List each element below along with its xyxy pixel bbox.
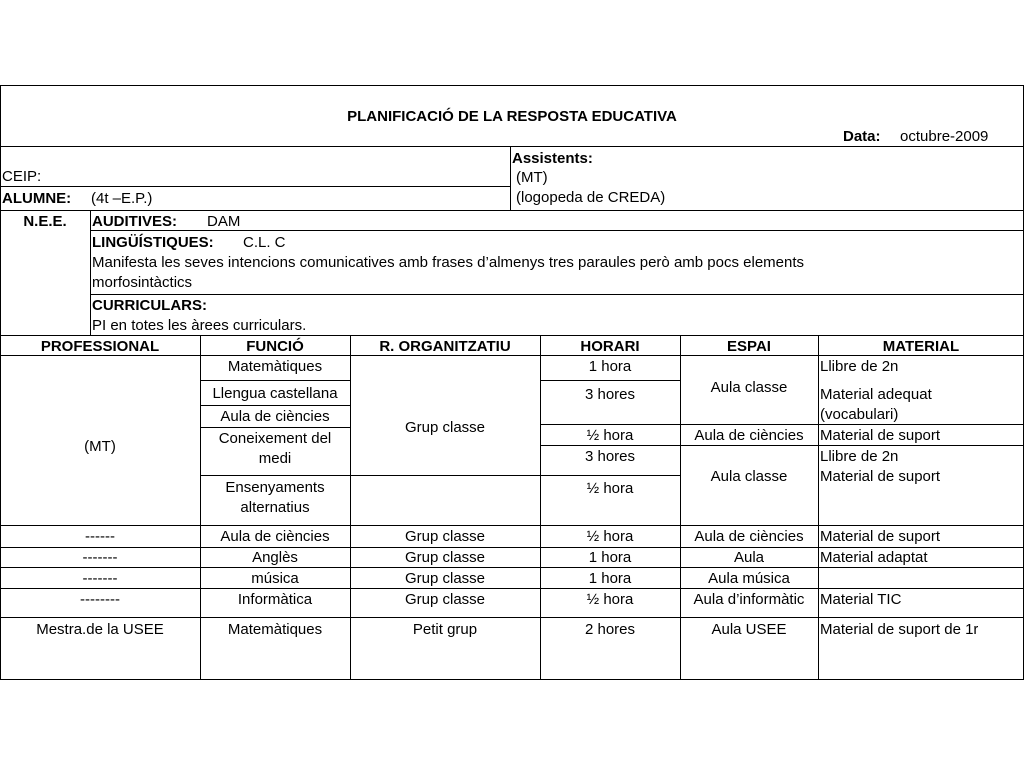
espai-cell: Aula classe (710, 379, 788, 396)
professional-cell: ------- (82, 549, 118, 566)
auditives-label: AUDITIVES: (92, 213, 178, 230)
organitzatiu-cell: Grup classe (404, 591, 486, 608)
document-title: PLANIFICACIÓ DE LA RESPOSTA EDUCATIVA (347, 108, 677, 125)
organitzatiu-cell: Grup classe (404, 549, 486, 566)
material-cell: Material de suport (820, 528, 941, 545)
auditives-value: DAM (207, 213, 241, 230)
organitzatiu-cell: Grup classe (404, 419, 486, 436)
linguistiques-description: Manifesta les seves intencions comunicatives amb frases d’almenys tres paraules però amb pocs elements (92, 254, 805, 271)
organitzatiu-cell: Petit grup (412, 621, 478, 638)
funcio-cell: Matemàtiques (227, 621, 323, 638)
column-header: PROFESSIONAL (40, 338, 160, 355)
espai-cell: Aula USEE (711, 621, 787, 638)
material-cell: Material de suport (820, 427, 941, 444)
horari-cell: ½ hora (586, 591, 634, 608)
horari-cell: ½ hora (586, 480, 634, 497)
horari-cell: 1 hora (588, 358, 632, 375)
column-header: R. ORGANITZATIU (379, 338, 511, 355)
horari-cell: 3 hores (584, 448, 636, 465)
horari-cell: ½ hora (586, 427, 634, 444)
assistent-item: (logopeda de CREDA) (516, 189, 666, 206)
funcio-cell: Aula de ciències (220, 528, 330, 545)
rule (90, 294, 1024, 295)
rule (200, 427, 350, 428)
funcio-cell: Llengua castellana (212, 385, 338, 402)
linguistiques-description: morfosintàctics (92, 274, 193, 291)
espai-cell: Aula (733, 549, 765, 566)
rule (0, 146, 1024, 147)
rule (540, 475, 680, 476)
rule (540, 445, 1024, 446)
ceip-label: CEIP: (2, 168, 42, 185)
rule (90, 210, 91, 335)
material-cell: Material adequat (820, 386, 932, 403)
material-cell: (vocabulari) (820, 406, 899, 423)
horari-cell: 1 hora (588, 549, 632, 566)
material-cell: Material adaptat (820, 549, 928, 566)
rule (200, 405, 350, 406)
espai-cell: Aula música (708, 570, 790, 587)
date-value: octubre-2009 (900, 128, 989, 145)
assistent-item: (MT) (516, 169, 548, 186)
material-cell: Llibre de 2n (820, 448, 899, 465)
material-cell: Llibre de 2n (820, 358, 899, 375)
professional-cell: -------- (80, 591, 120, 608)
espai-cell: Aula de ciències (694, 528, 804, 545)
alumne-label: ALUMNE: (2, 190, 72, 207)
organitzatiu-cell: Grup classe (404, 528, 486, 545)
rule (0, 186, 510, 187)
funcio-cell: Aula de ciències (220, 408, 330, 425)
funcio-cell: música (251, 570, 299, 587)
horari-cell: ½ hora (586, 528, 634, 545)
rule (0, 335, 1024, 336)
rule (818, 335, 819, 679)
horari-cell: 1 hora (588, 570, 632, 587)
funcio-cell: Informàtica (237, 591, 313, 608)
nee-label: N.E.E. (23, 213, 67, 230)
funcio-cell: Coneixement del (218, 430, 332, 447)
rule (0, 210, 1024, 211)
column-header: HORARI (580, 338, 640, 355)
funcio-cell: alternatius (240, 499, 310, 516)
linguistiques-value: C.L. C (243, 234, 286, 251)
espai-cell: Aula de ciències (694, 427, 804, 444)
column-header: MATERIAL (882, 338, 960, 355)
funcio-cell: Ensenyaments (225, 479, 325, 496)
rule (200, 475, 540, 476)
rule (540, 424, 1024, 425)
professional-cell: Mestra.de la USEE (36, 621, 164, 638)
horari-cell: 2 hores (584, 621, 636, 638)
rule (0, 617, 1024, 618)
rule (510, 146, 511, 210)
funcio-cell: Anglès (252, 549, 298, 566)
horari-cell: 3 hores (584, 386, 636, 403)
curriculars-description: PI en totes les àrees curriculars. (92, 317, 307, 334)
espai-cell: Aula d’informàtic (693, 591, 805, 608)
organitzatiu-cell: Grup classe (404, 570, 486, 587)
espai-cell: Aula classe (710, 468, 788, 485)
rule (200, 380, 350, 381)
rule (540, 380, 680, 381)
professional-cell: ------ (85, 528, 115, 545)
rule (0, 85, 1024, 86)
alumne-value: (4t –E.P.) (91, 190, 153, 207)
rule (0, 567, 1024, 568)
rule (0, 525, 1024, 526)
material-cell: Material de suport (820, 468, 941, 485)
funcio-cell: medi (258, 450, 292, 467)
rule (0, 679, 1024, 680)
curriculars-label: CURRICULARS: (92, 297, 207, 314)
material-cell: Material TIC (820, 591, 902, 608)
rule (0, 588, 1024, 589)
professional-cell: (MT) (84, 438, 116, 455)
funcio-cell: Matemàtiques (227, 358, 323, 375)
material-cell: Material de suport de 1r (820, 621, 979, 638)
assistents-label: Assistents: (512, 150, 593, 167)
column-header: ESPAI (727, 338, 771, 355)
professional-cell: ------- (82, 570, 118, 587)
date-label: Data: (843, 128, 881, 145)
column-header: FUNCIÓ (246, 338, 304, 355)
linguistiques-label: LINGÜÍSTIQUES: (92, 234, 214, 251)
